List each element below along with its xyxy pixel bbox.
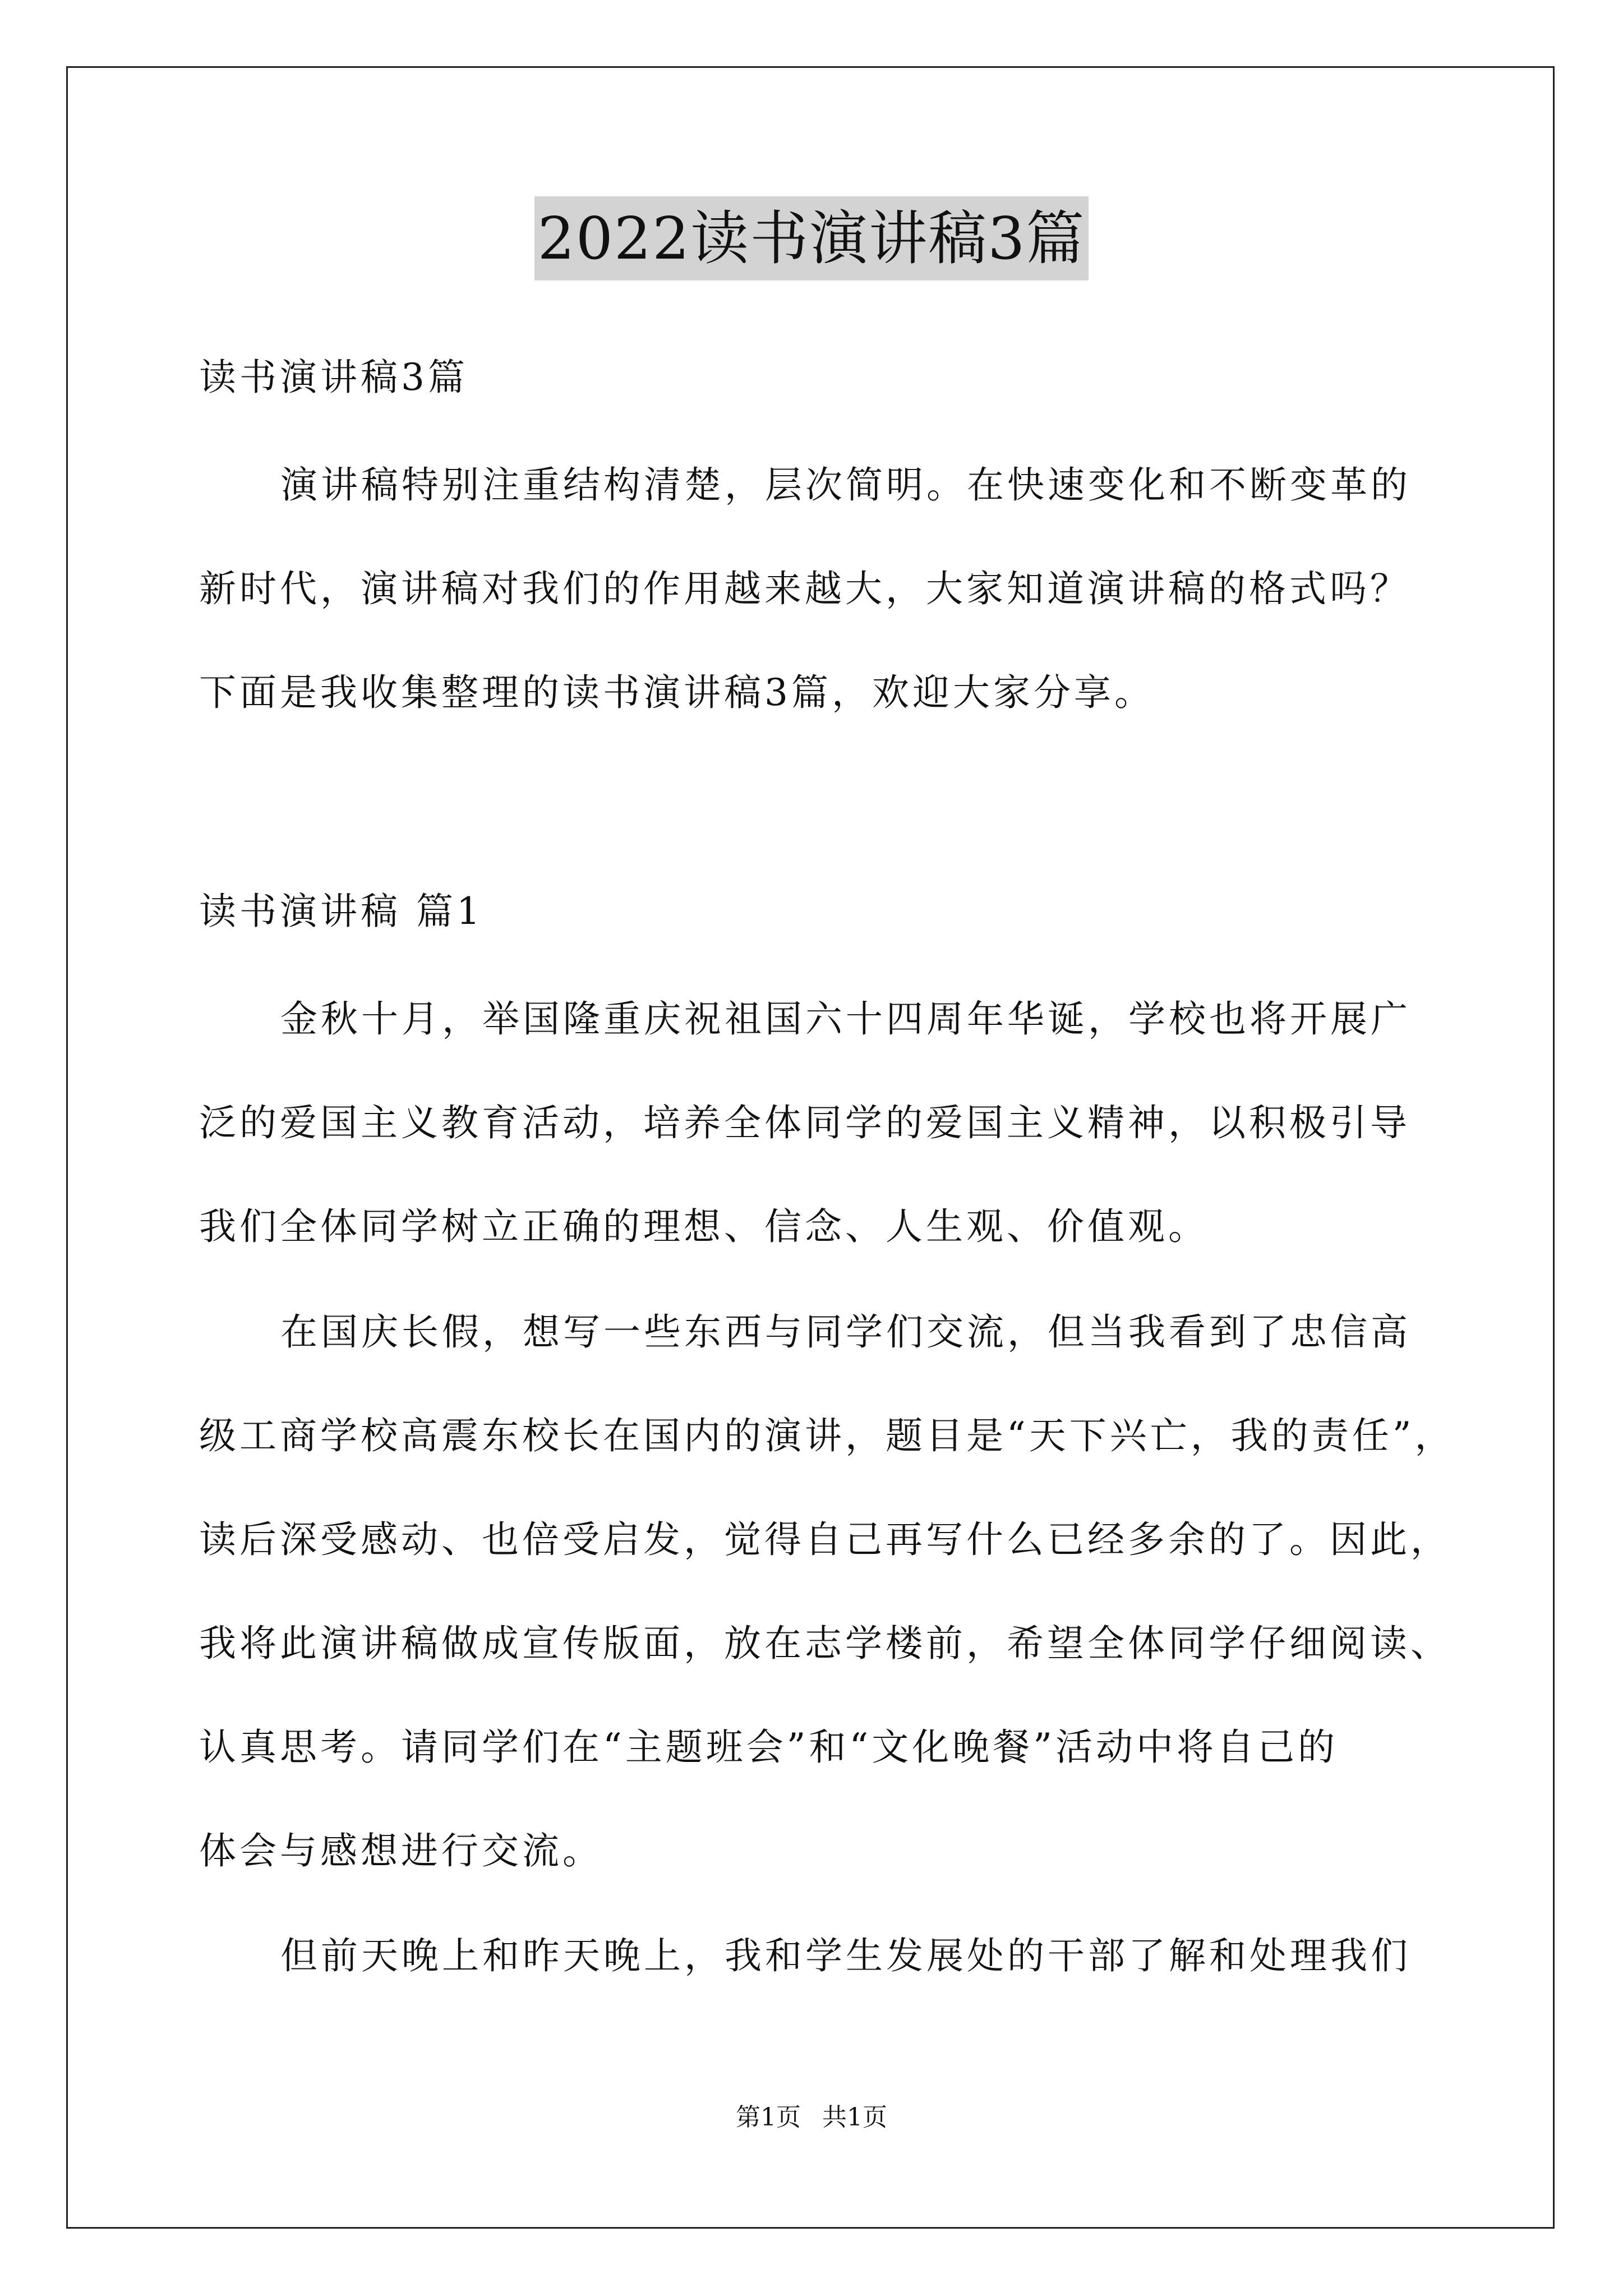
para1-line-1: 金秋十月，举国隆重庆祝祖国六十四周年华诞，学校也将开展广 (280, 997, 1411, 1041)
para2-line-2: 级工商学校高震东校长在国内的演讲，题目是“天下兴亡，我的责任”， (199, 1414, 1455, 1457)
para2-line-5: 认真思考。请同学们在“主题班会”和“文化晚餐”活动中将自己的 (199, 1726, 1338, 1769)
intro-line-2: 新时代，演讲稿对我们的作用越来越大，大家知道演讲稿的格式吗？ (199, 567, 1410, 610)
para2-line-3: 读后深受感动、也倍受启发，觉得自己再写什么已经多余的了。因此， (199, 1518, 1451, 1561)
para3-line-1: 但前天晚上和昨天晚上，我和学生发展处的干部了解和处理我们 (280, 1934, 1411, 1977)
para2-line-4: 我将此演讲稿做成宣传版面，放在志学楼前，希望全体同学仔细阅读、 (199, 1622, 1451, 1665)
page-total: 共1页 (822, 2103, 887, 2132)
document-subtitle: 读书演讲稿3篇 (199, 356, 468, 399)
para2-line-6: 体会与感想进行交流。 (199, 1829, 603, 1872)
page-footer (0, 2101, 1623, 2134)
para2-line-1: 在国庆长假，想写一些东西与同学们交流，但当我看到了忠信高 (280, 1310, 1411, 1354)
page-number: 第1页 (736, 2103, 801, 2132)
title-block (0, 196, 1623, 280)
para1-line-2: 泛的爱国主义教育活动，培养全体同学的爱国主义精神，以积极引导 (199, 1101, 1410, 1144)
intro-line-3: 下面是我收集整理的读书演讲稿3篇，欢迎大家分享。 (199, 671, 1155, 714)
para1-line-3: 我们全体同学树立正确的理想、信念、人生观、价值观。 (199, 1205, 1209, 1248)
section-heading: 读书演讲稿 篇1 (199, 890, 483, 933)
intro-line-1: 演讲稿特别注重结构清楚，层次简明。在快速变化和不断变革的 (280, 463, 1411, 507)
document-title: 2022读书演讲稿3篇 (534, 196, 1089, 280)
